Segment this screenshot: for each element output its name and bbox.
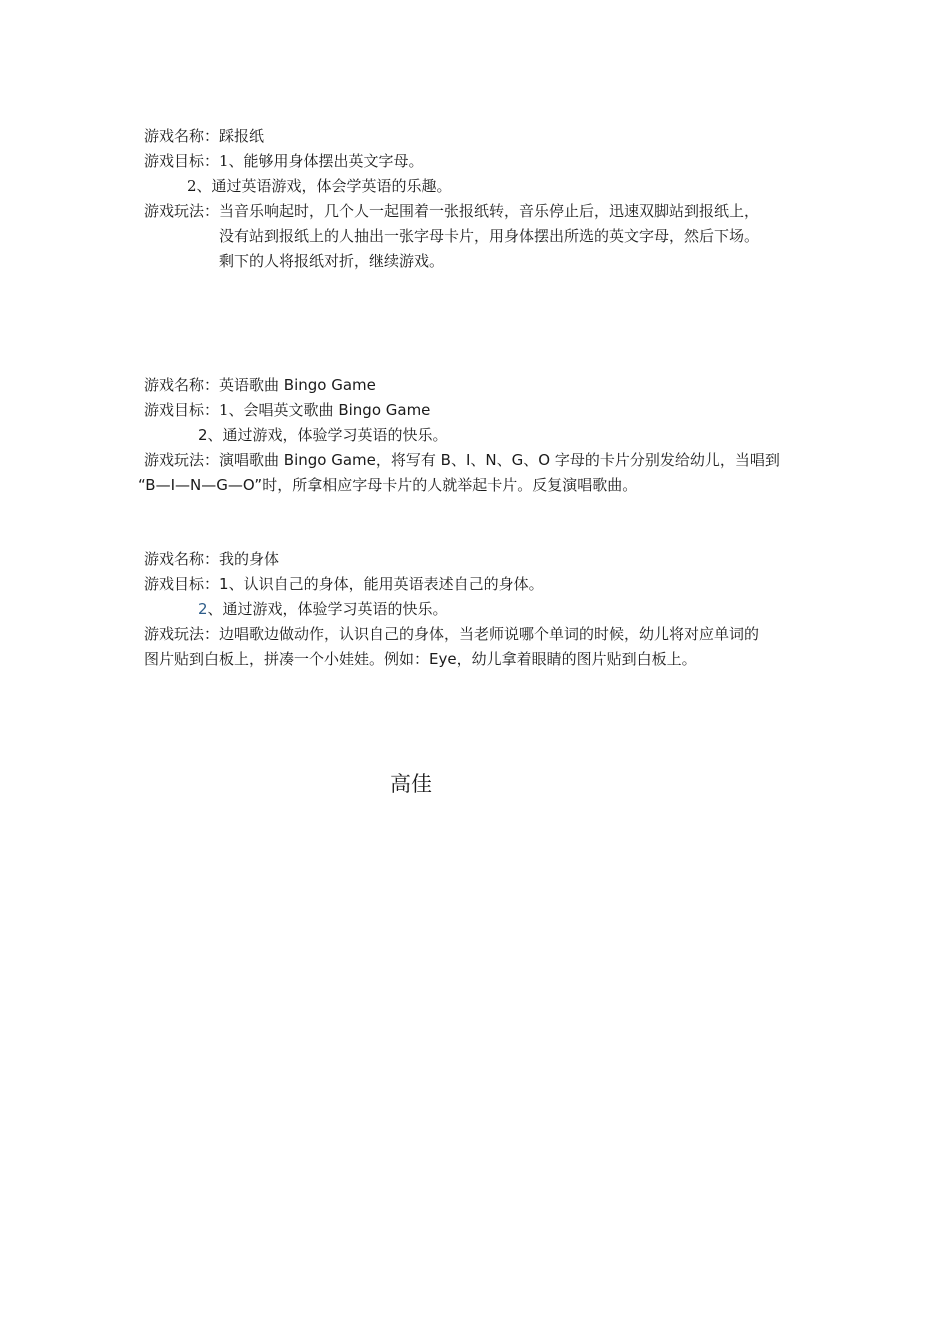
game1-goal2: 2、通过英语游戏，体会学英语的乐趣。 (187, 177, 452, 195)
game3-goal-line (144, 572, 544, 597)
game3-goal2-line (198, 597, 448, 622)
game3-play2-a: 图片贴到白板上，拼凑一个小娃娃。例如： (144, 650, 430, 668)
game2-name-cn: 英语歌曲 (219, 376, 284, 394)
game2-play1-letters: B、I、N、G、O (440, 451, 551, 469)
game2-play-line (144, 448, 780, 473)
game1-goal-line (144, 149, 424, 174)
game3-play-line (144, 622, 759, 647)
game2-name-line (144, 373, 376, 398)
game3-play2-line (144, 647, 697, 672)
game3-goal2-text: 、通过游戏，体验学习英语的快乐。 (207, 600, 448, 618)
game3-name-line (144, 547, 279, 572)
game1-play2-line (219, 224, 759, 249)
game2-name-en: Bingo Game (283, 376, 376, 394)
game2-play2-line (138, 473, 637, 498)
game2-play2-text: 时，所拿相应字母卡片的人就举起卡片。反复演唱歌曲。 (262, 476, 638, 494)
game3-goal2-num: 2 (198, 600, 208, 618)
game2-play1-a: 演唱歌曲 (219, 451, 284, 469)
game1-goal-label: 游戏目标： (144, 152, 220, 170)
game1-name: 踩报纸 (219, 127, 265, 145)
game2-play-label: 游戏玩法： (144, 451, 220, 469)
author-signature: 高佳 (390, 772, 432, 796)
game1-name-label: 游戏名称： (144, 127, 220, 145)
game1-play-label: 游戏玩法： (144, 202, 220, 220)
game3-goal1-num: 1 (219, 575, 229, 593)
game1-goal1: 1、能够用身体摆出英文字母。 (219, 152, 424, 170)
game2-play1-b: ，将写有 (375, 451, 441, 469)
game3-name-label: 游戏名称： (144, 550, 220, 568)
game1-name-line (144, 124, 264, 149)
game3-goal1-text: 、认识自己的身体，能用英语表述自己的身体。 (228, 575, 544, 593)
game1-play1: 当音乐响起时，几个人一起围着一张报纸转，音乐停止后，迅速双脚站到报纸上， (219, 202, 760, 220)
game1-play3: 剩下的人将报纸对折，继续游戏。 (219, 252, 445, 270)
game3-goal-label: 游戏目标： (144, 575, 220, 593)
game2-name-label: 游戏名称： (144, 376, 220, 394)
game1-play3-line (219, 249, 444, 274)
game3-play-label: 游戏玩法： (144, 625, 220, 643)
game1-play-line (144, 199, 759, 224)
game2-goal-line (144, 398, 430, 423)
game1-goal2-line (187, 174, 452, 199)
game2-play1-en: Bingo Game (283, 451, 376, 469)
game2-play2-quote: “B—I—N—G—O” (138, 476, 263, 494)
game2-goal2-line (198, 423, 448, 448)
game2-goal1-cn: 1、会唱英文歌曲 (219, 401, 339, 419)
game2-play1-c: 字母的卡片分别发给幼儿，当唱到 (550, 451, 780, 469)
game1-play2: 没有站到报纸上的人抽出一张字母卡片，用身体摆出所选的英文字母，然后下场。 (219, 227, 760, 245)
game3-play1: 边唱歌边做动作，认识自己的身体，当老师说哪个单词的时候，幼儿将对应单词的 (219, 625, 760, 643)
game2-goal1-en: Bingo Game (338, 401, 431, 419)
game3-play2-b: ，幼儿拿着眼睛的图片贴到白板上。 (456, 650, 697, 668)
game3-name: 我的身体 (219, 550, 280, 568)
game2-goal2-text: 、通过游戏，体验学习英语的快乐。 (207, 426, 448, 444)
game2-goal2-num: 2 (198, 426, 208, 444)
game3-play2-en: Eye (429, 650, 457, 668)
game2-goal-label: 游戏目标： (144, 401, 220, 419)
